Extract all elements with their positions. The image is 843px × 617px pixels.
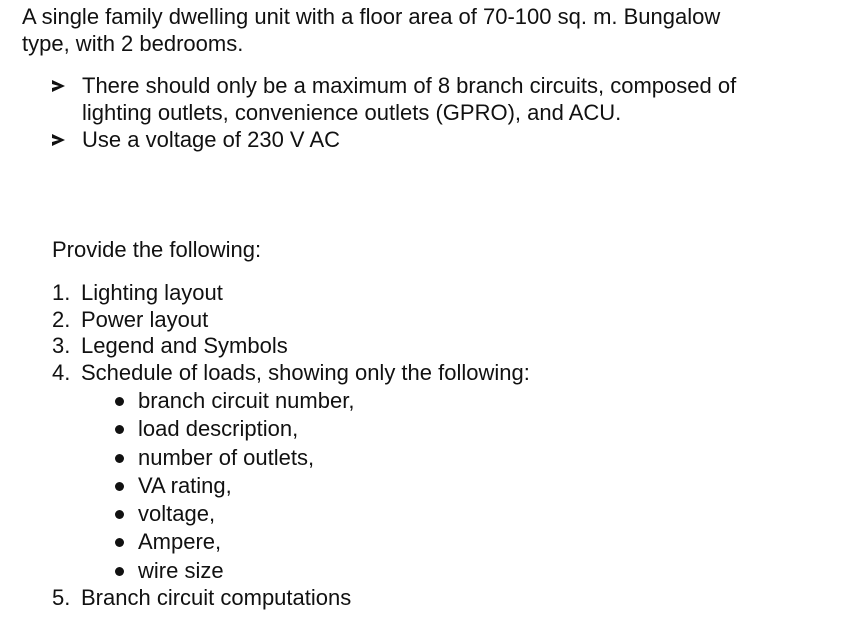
schedule-items-list	[52, 387, 354, 585]
schedule-item-text: VA rating,	[138, 472, 232, 498]
schedule-item	[109, 444, 354, 472]
item-text: Schedule of loads, showing only the following:	[81, 359, 530, 385]
deliverable-item	[52, 360, 530, 387]
schedule-item	[109, 528, 354, 556]
schedule-item-text: number of outlets,	[138, 444, 315, 470]
requirement-item	[52, 72, 822, 126]
requirement-line: lighting outlets, convenience outlets (GPRO), and ACU.	[82, 100, 622, 125]
item-number: 5.	[52, 585, 71, 610]
bullet-dot-icon	[115, 454, 124, 463]
intro-line-1: A single family dwelling unit with a floor area of 70-100 sq. m. Bungalow	[22, 4, 721, 29]
bullet-dot-icon	[115, 567, 124, 576]
item-number: 2.	[52, 306, 71, 332]
schedule-item	[109, 472, 354, 500]
item-text: Power layout	[81, 306, 209, 332]
schedule-item-text: voltage,	[138, 501, 216, 527]
schedule-item-text: load description,	[138, 416, 299, 442]
schedule-item	[109, 415, 354, 443]
bullet-dot-icon	[115, 510, 124, 519]
schedule-item-text: branch circuit number,	[138, 388, 355, 413]
item-number: 1.	[52, 280, 71, 305]
schedule-item-text: Ampere,	[138, 529, 222, 555]
provide-heading: Provide the following:	[52, 237, 262, 262]
item-text: Legend and Symbols	[81, 333, 288, 358]
schedule-item	[109, 557, 354, 585]
bullet-dot-icon	[115, 482, 124, 491]
requirement-line: There should only be a maximum of 8 branch circuits, composed of	[82, 73, 737, 98]
item-number: 4.	[52, 359, 71, 385]
item-number: 3.	[52, 333, 71, 358]
deliverable-item	[52, 280, 530, 307]
deliverable-item	[52, 333, 530, 360]
schedule-item	[109, 500, 354, 528]
item-text: Lighting layout	[81, 280, 223, 305]
deliverables-list	[52, 280, 530, 386]
intro-paragraph	[22, 3, 822, 57]
bullet-dot-icon	[115, 425, 124, 434]
deliverable-item	[52, 307, 530, 334]
schedule-item	[109, 387, 354, 415]
requirement-line: Use a voltage of 230 V AC	[82, 127, 341, 152]
bullet-dot-icon	[115, 538, 124, 547]
arrow-bullet-icon	[52, 134, 65, 146]
deliverable-item	[52, 585, 351, 612]
schedule-item-text: wire size	[138, 557, 224, 583]
requirements-list	[52, 72, 822, 153]
item-text: Branch circuit computations	[81, 585, 352, 610]
bullet-dot-icon	[115, 397, 124, 406]
arrow-bullet-icon	[52, 80, 65, 92]
deliverables-list-continued	[52, 585, 351, 612]
requirement-item	[52, 126, 822, 153]
intro-line-2: type, with 2 bedrooms.	[22, 31, 244, 56]
